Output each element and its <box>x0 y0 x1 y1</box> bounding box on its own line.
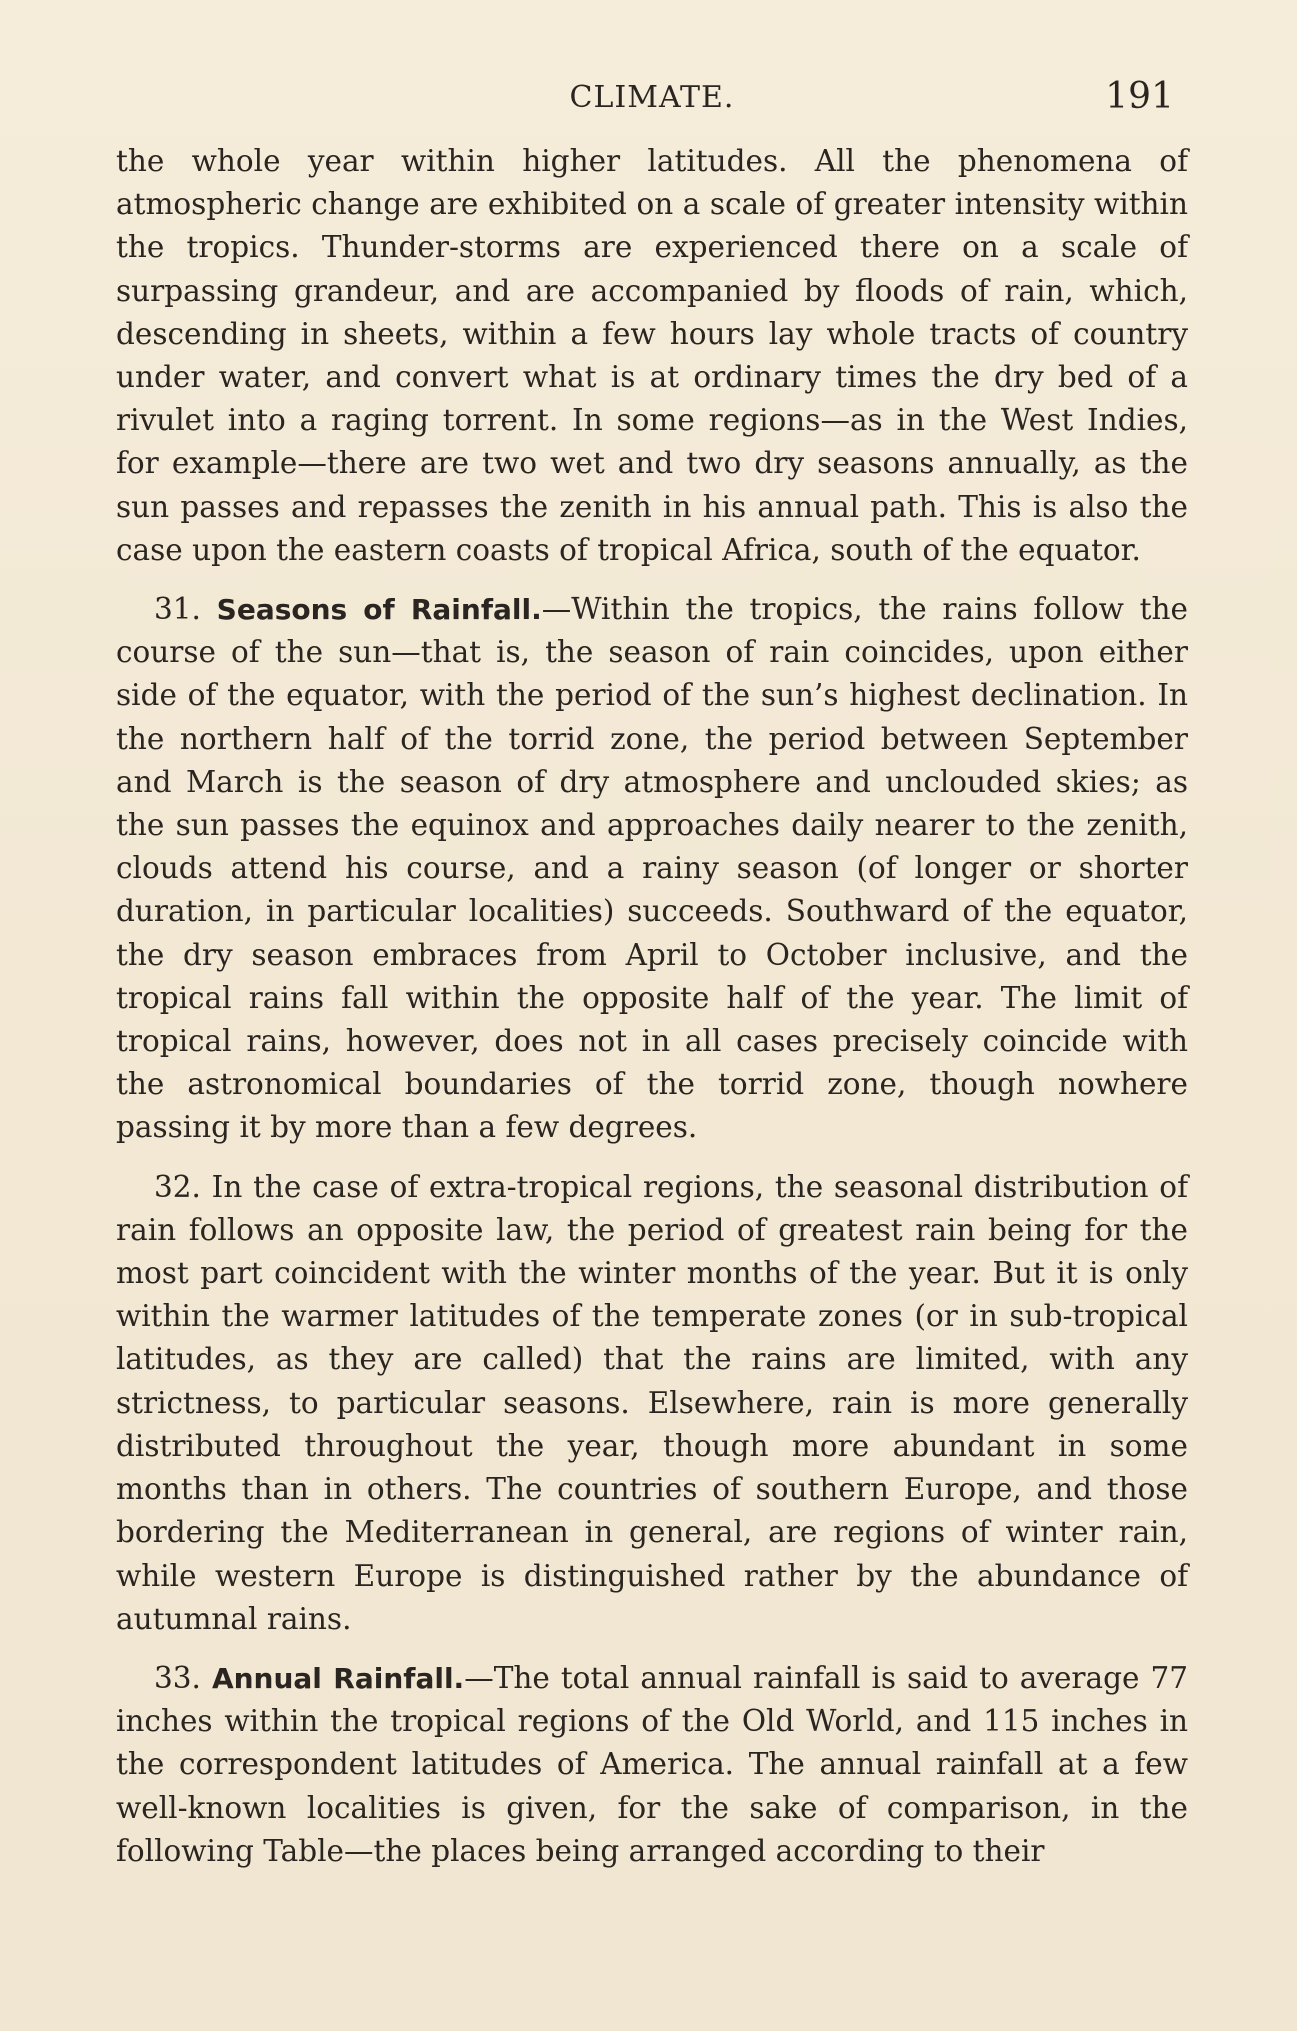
paragraph-text: the whole year within higher latitudes. All the phenomena of atmospheric change are exhibited on a scale of greater intensity within the tropics. Thunder-storms are experienced there on a scale of surpassing grandeur, and are accompanied by floods of rain, which, descending in sheets, within a few hours lay whole tracts of country under water, and convert what is at ordinary times the dry bed of a rivulet into a raging torrent. In some regions—as in the West Indies, for example—there are two wet and two dry seasons annually, as the sun passes and repasses the zenith in his annual path. This is also the case upon the eastern coasts of tropical Africa, south of the equator. <box>116 144 1188 567</box>
paragraph-32 <box>116 1166 1188 1641</box>
paragraph-text: —Within the tropics, the rains follow the course of the sun—that is, the season of rain coincides, upon either side of the equator, with the period of the sun’s highest declination. In the northern half of the torrid zone, the period between September and March is the season of dry atmosphere and unclouded skies; as the sun passes the equinox and approaches daily nearer to the zenith, clouds attend his course, and a rainy season (of longer or shorter duration, in particular localities) succeeds. Southward of the equator, the dry season embraces from April to October inclusive, and the tropical rains fall within the opposite half of the year. The limit of tropical rains, however, does not in all cases precisely coincide with the astronomical boundaries of the torrid zone, though nowhere passing it by more than a few degrees. <box>116 592 1188 1145</box>
body-text <box>116 140 1188 1873</box>
page-number: 191 <box>1105 76 1174 117</box>
section-number: 31. <box>154 592 201 627</box>
paragraph-continuation <box>116 140 1188 572</box>
paragraph-33 <box>116 1657 1188 1873</box>
paragraph-text: In the case of extra-tropical regions, the seasonal distribution of rain follows an opposite law, the period of greatest rain being for the most part coincident with the winter months of the year. But it is only within the warmer latitudes of the temperate zones (or in sub-tropical latitudes, as they are called) that the rains are limited, with any strictness, to particular seasons. Elsewhere, rain is more generally distributed throughout the year, though more abundant in some months than in others. The countries of southern Europe, and those bordering the Mediterranean in general, are regions of winter rain, while western Europe is distinguished rather by the abundance of autumnal rains. <box>116 1169 1188 1636</box>
section-heading: Seasons of Rainfall. <box>216 593 542 627</box>
running-head-title: CLIMATE. <box>569 80 735 115</box>
paragraph-31 <box>116 588 1188 1150</box>
section-number: 32. <box>154 1169 201 1204</box>
running-head <box>112 72 1192 132</box>
section-heading: Annual Rainfall. <box>211 1661 465 1695</box>
paragraph-text: —The total annual rainfall is said to average 77 inches within the tropical regions of the Old World, and 115 inches in the correspondent latitudes of America. The annual rainfall at a few well-known localities is given, for the sake of comparison, in the following Table—the places being arranged according to their <box>116 1660 1189 1868</box>
section-number: 33. <box>154 1660 201 1695</box>
